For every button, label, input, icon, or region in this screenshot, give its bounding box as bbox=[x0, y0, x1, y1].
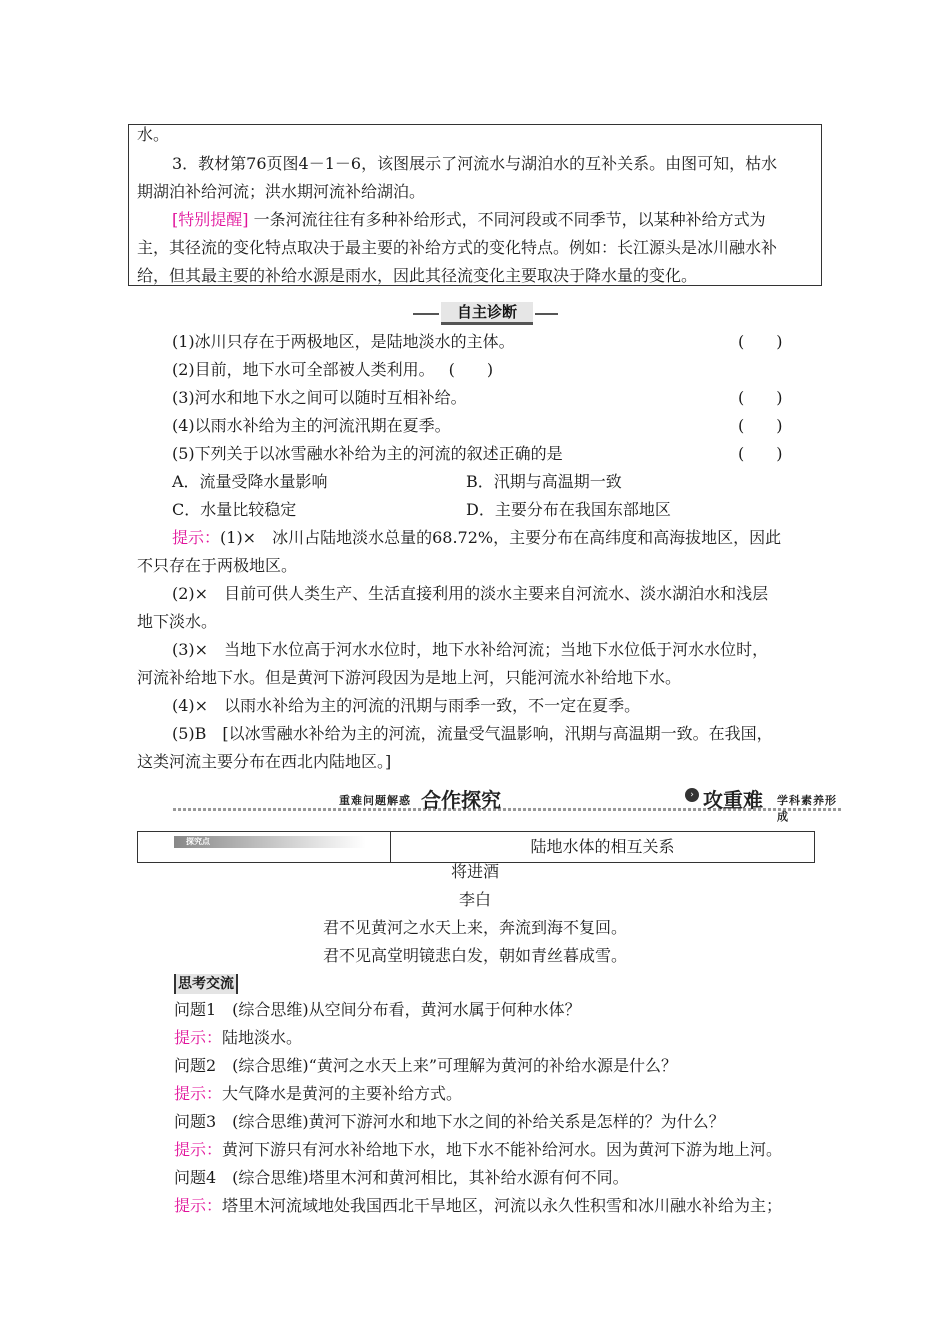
answer-5-line2: 这类河流主要分布在西北内陆地区。] bbox=[137, 752, 392, 771]
self-diagnosis-banner bbox=[413, 302, 558, 322]
special-note-line2: 主，其径流的变化特点取决于最主要的补给方式的变化特点。例如：长江源头是冰川融水补 bbox=[137, 238, 778, 257]
answer-paren-5: ( ) bbox=[738, 444, 783, 463]
question-4: (4)以雨水补给为主的河流汛期在夏季。 bbox=[172, 416, 451, 435]
think-hint-1-text: 陆地淡水。 bbox=[222, 1028, 303, 1047]
think-hint-3 bbox=[174, 1136, 782, 1163]
answer-3-line2: 河流补给地下水。但是黄河下游河段因为是地上河，只能河流水补给地下水。 bbox=[137, 668, 682, 687]
think-exchange-tag: 思考交流 bbox=[174, 974, 238, 994]
option-d: D．主要分布在我国东部地区 bbox=[466, 500, 671, 519]
explore-point-tab: 探究点 bbox=[174, 836, 366, 848]
poem-author: 李白 bbox=[458, 890, 491, 909]
hint-label: 提示： bbox=[174, 1028, 223, 1047]
option-b: B．汛期与高温期一致 bbox=[466, 472, 622, 491]
hint-label: 提示： bbox=[174, 1084, 223, 1103]
special-note-line3: 给，但其最主要的补给水源是雨水，因此其径流变化主要取决于降水量的变化。 bbox=[137, 266, 698, 285]
question-2-text: (2)目前，地下水可全部被人类利用。 bbox=[172, 360, 435, 379]
section-banner bbox=[173, 784, 843, 823]
answer-paren-2: ( ) bbox=[448, 360, 494, 379]
think-hint-4 bbox=[174, 1192, 782, 1219]
topic-title: 陆地水体的相互关系 bbox=[530, 837, 675, 856]
think-hint-3-text: 黄河下游只有河水补给地下水，地下水不能补给河水。因为黄河下游为地上河。 bbox=[222, 1140, 783, 1159]
intro-item3-line2: 期湖泊补给河流；洪水期河流补给湖泊。 bbox=[137, 182, 426, 201]
answer-5-line1: (5)B [以冰雪融水补给为主的河流，流量受气温影响，汛期与高温期一致。在我国， bbox=[172, 724, 773, 743]
hint-label: 提示： bbox=[174, 1140, 223, 1159]
poem-title: 将进酒 bbox=[450, 862, 499, 881]
question-3: (3)河水和地下水之间可以随时互相补给。 bbox=[172, 388, 467, 407]
think-question-1: 问题1 (综合思维)从空间分布看，黄河水属于何种水体？ bbox=[174, 1000, 581, 1019]
answer-2-line1: (2)× 目前可供人类生产、生活直接利用的淡水主要来自河流水、淡水湖泊水和浅层 bbox=[172, 584, 769, 603]
self-diagnosis-title: 自主诊断 bbox=[441, 302, 533, 325]
answer-paren-4: ( ) bbox=[738, 416, 783, 435]
question-1: (1)冰川只存在于两极地区，是陆地淡水的主体。 bbox=[172, 332, 515, 351]
think-hint-1 bbox=[174, 1024, 302, 1051]
answer-paren-3: ( ) bbox=[738, 388, 783, 407]
question-5: (5)下列关于以冰雪融水补给为主的河流的叙述正确的是 bbox=[172, 444, 563, 463]
banner-rule-right bbox=[535, 313, 558, 315]
option-c: C．水量比较稳定 bbox=[172, 500, 297, 519]
special-note-label: [特别提醒] bbox=[172, 210, 249, 229]
answer-4: (4)× 以雨水补给为主的河流的汛期与雨季一致，不一定在夏季。 bbox=[172, 696, 641, 715]
think-hint-4-text: 塔里木河流域地处我国西北干旱地区，河流以永久性积雪和冰川融水补给为主； bbox=[222, 1196, 783, 1215]
poem-line-1: 君不见黄河之水天上来，奔流到海不复回。 bbox=[322, 918, 627, 937]
think-hint-2-text: 大气降水是黄河的主要补给方式。 bbox=[222, 1084, 463, 1103]
answer-1-line2: 不只存在于两极地区。 bbox=[137, 556, 298, 575]
answer-1-line1 bbox=[172, 524, 781, 551]
think-question-2: 问题2 (综合思维)“黄河之水天上来”可理解为黄河的补给水源是什么？ bbox=[174, 1056, 678, 1075]
question-2 bbox=[172, 356, 493, 383]
think-hint-2 bbox=[174, 1080, 462, 1107]
banner-rule-left bbox=[413, 313, 439, 315]
intro-line-1: 水。 bbox=[137, 125, 170, 144]
hint-label: 提示： bbox=[174, 1196, 223, 1215]
answer-1-text: (1)× 冰川占陆地淡水总量的68.72%，主要分布在高纬度和高海拔地区，因此 bbox=[220, 528, 782, 547]
section-title-a: 合作探究 bbox=[421, 788, 501, 812]
hint-label: 提示： bbox=[172, 528, 221, 547]
section-title-b: 攻重难 bbox=[703, 788, 763, 812]
arrow-icon: › bbox=[685, 788, 699, 802]
think-question-4: 问题4 (综合思维)塔里木河和黄河相比，其补给水源有何不同。 bbox=[174, 1168, 629, 1187]
special-note-line1 bbox=[172, 206, 766, 233]
answer-3-line1: (3)× 当地下水位高于河水水位时，地下水补给河流；当地下水位低于河水水位时， bbox=[172, 640, 769, 659]
option-a: A．流量受降水量影响 bbox=[172, 472, 328, 491]
section-left-caption: 重难问题解惑 bbox=[339, 794, 411, 807]
think-question-3: 问题3 (综合思维)黄河下游河水和地下水之间的补给关系是怎样的？为什么？ bbox=[174, 1112, 725, 1131]
special-note-text: 一条河流往往有多种补给形式，不同河段或不同季节，以某种补给方式为 bbox=[253, 210, 766, 229]
answer-2-line2: 地下淡水。 bbox=[137, 612, 218, 631]
section-right-caption: 学科素养形成 bbox=[777, 794, 837, 823]
intro-item3-line1: 3．教材第76页图4－1－6，该图展示了河流水与湖泊水的互补关系。由图可知，枯水 bbox=[172, 154, 778, 173]
poem-line-2: 君不见高堂明镜悲白发，朝如青丝暮成雪。 bbox=[322, 946, 627, 965]
answer-paren-1: ( ) bbox=[738, 332, 783, 351]
